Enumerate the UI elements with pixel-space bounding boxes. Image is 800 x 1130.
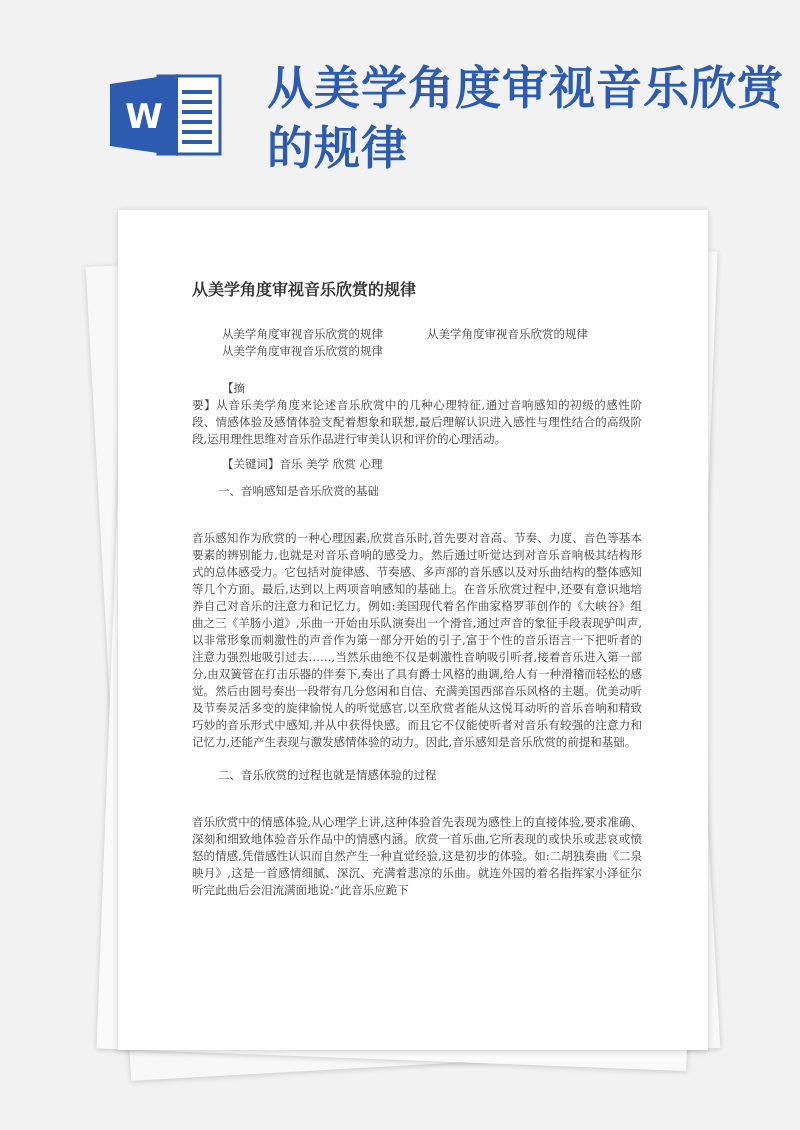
paper-sheet-front: [118, 210, 708, 1050]
document-content: [192, 280, 642, 899]
keywords: 【关键词】音乐 美学 欣赏 心理: [222, 457, 383, 471]
section-heading: 一、音响感知是音乐欣赏的基础: [218, 484, 379, 498]
subtitle-text: 从美学角度审视音乐欣赏的规律: [222, 327, 383, 341]
subtitle-line: [192, 326, 642, 343]
section-heading: 二、音乐欣赏的过程也就是情感体验的过程: [218, 768, 437, 782]
subtitle-text: 从美学角度审视音乐欣赏的规律: [427, 327, 588, 341]
abstract-text: 要】从音乐美学角度来论述音乐欣赏中的几种心理特征,通过音响感知的初级的感性阶段、情感体验及感情体验支配着想象和联想,最后理解认识进入感性与理性结合的高级阶段,运用理性思维对音乐作品进行审美认识和评价的心理活动。: [192, 398, 642, 446]
document-heading: 从美学角度审视音乐欣赏的规律: [192, 280, 417, 299]
subtitle-line: [192, 343, 642, 360]
subtitle-text: 从美学角度审视音乐欣赏的规律: [222, 344, 383, 358]
abstract-label: 【摘: [222, 381, 245, 395]
banner-title: 从美学角度审视音乐欣赏的规律: [267, 61, 784, 175]
svg-text:W: W: [125, 97, 163, 137]
section-paragraph: 音乐欣赏中的情感体验,从心理学上讲,这种体验首先表现为感性上的直接体验,要求准确、深刻和细致地体验音乐作品中的情感内涵。欣赏一首乐曲,它所表现的或快乐或悲哀或愤怒的情感,凭借感性认识而自然产生一种直觉经验,这是初步的体验。如:二胡独奏曲《二泉映月》,这是一首感情细腻、深沉、充满着悲凉的乐曲。就连外国的着名指挥家小泽征尔听完此曲后会泪流满面地说:“此音乐应跪下: [192, 815, 642, 897]
section-paragraph: 音乐感知作为欣赏的一种心理因素,欣赏音乐时,首先要对音高、节奏、力度、音色等基本要素的辨别能力,也就是对音乐音响的感受力。然后通过听觉达到对音乐音响极其结构形式的总体感受力。它包括对旋律感、节奏感、多声部的音乐感以及对乐曲结构的整体感知等几个方面。最后,达到以上两项音响感知的基础上。在音乐欣赏过程中,还要有意识地培养自己对音乐的注意力和记忆力。例如:美国现代着名作曲家格罗菲创作的《大峡谷》组曲之三《羊肠小道》,乐曲一开始由乐队演奏出一个滑音,通过声音的象征手段表现驴叫声,以非常形象而刺激性的声音作为第一部分开始的引子,富于个性的音乐语言一下把听者的注意力强烈地吸引过去……,当然乐曲绝不仅是刺激性音响吸引听者,接着音乐进入第一部分,由双簧管在打击乐器的伴奏下,奏出了具有爵士风格的曲调,给人有一种滑稽而轻松的感觉。然后由圆号奏出一段带有几分悠闲和自信、充满美国西部音乐风格的主题。优美动听及节奏灵活多变的旋律愉悦人的听觉感官,以至欣赏者能从这悦耳动听的音乐音响和精致巧妙的音乐形式中感知,并从中获得快感。而且它不仅能使听者对音乐有较强的注意力和记忆力,还能产生表现与激发感情体验的动力。因此,音乐感知是音乐欣赏的前提和基础。: [192, 531, 642, 749]
